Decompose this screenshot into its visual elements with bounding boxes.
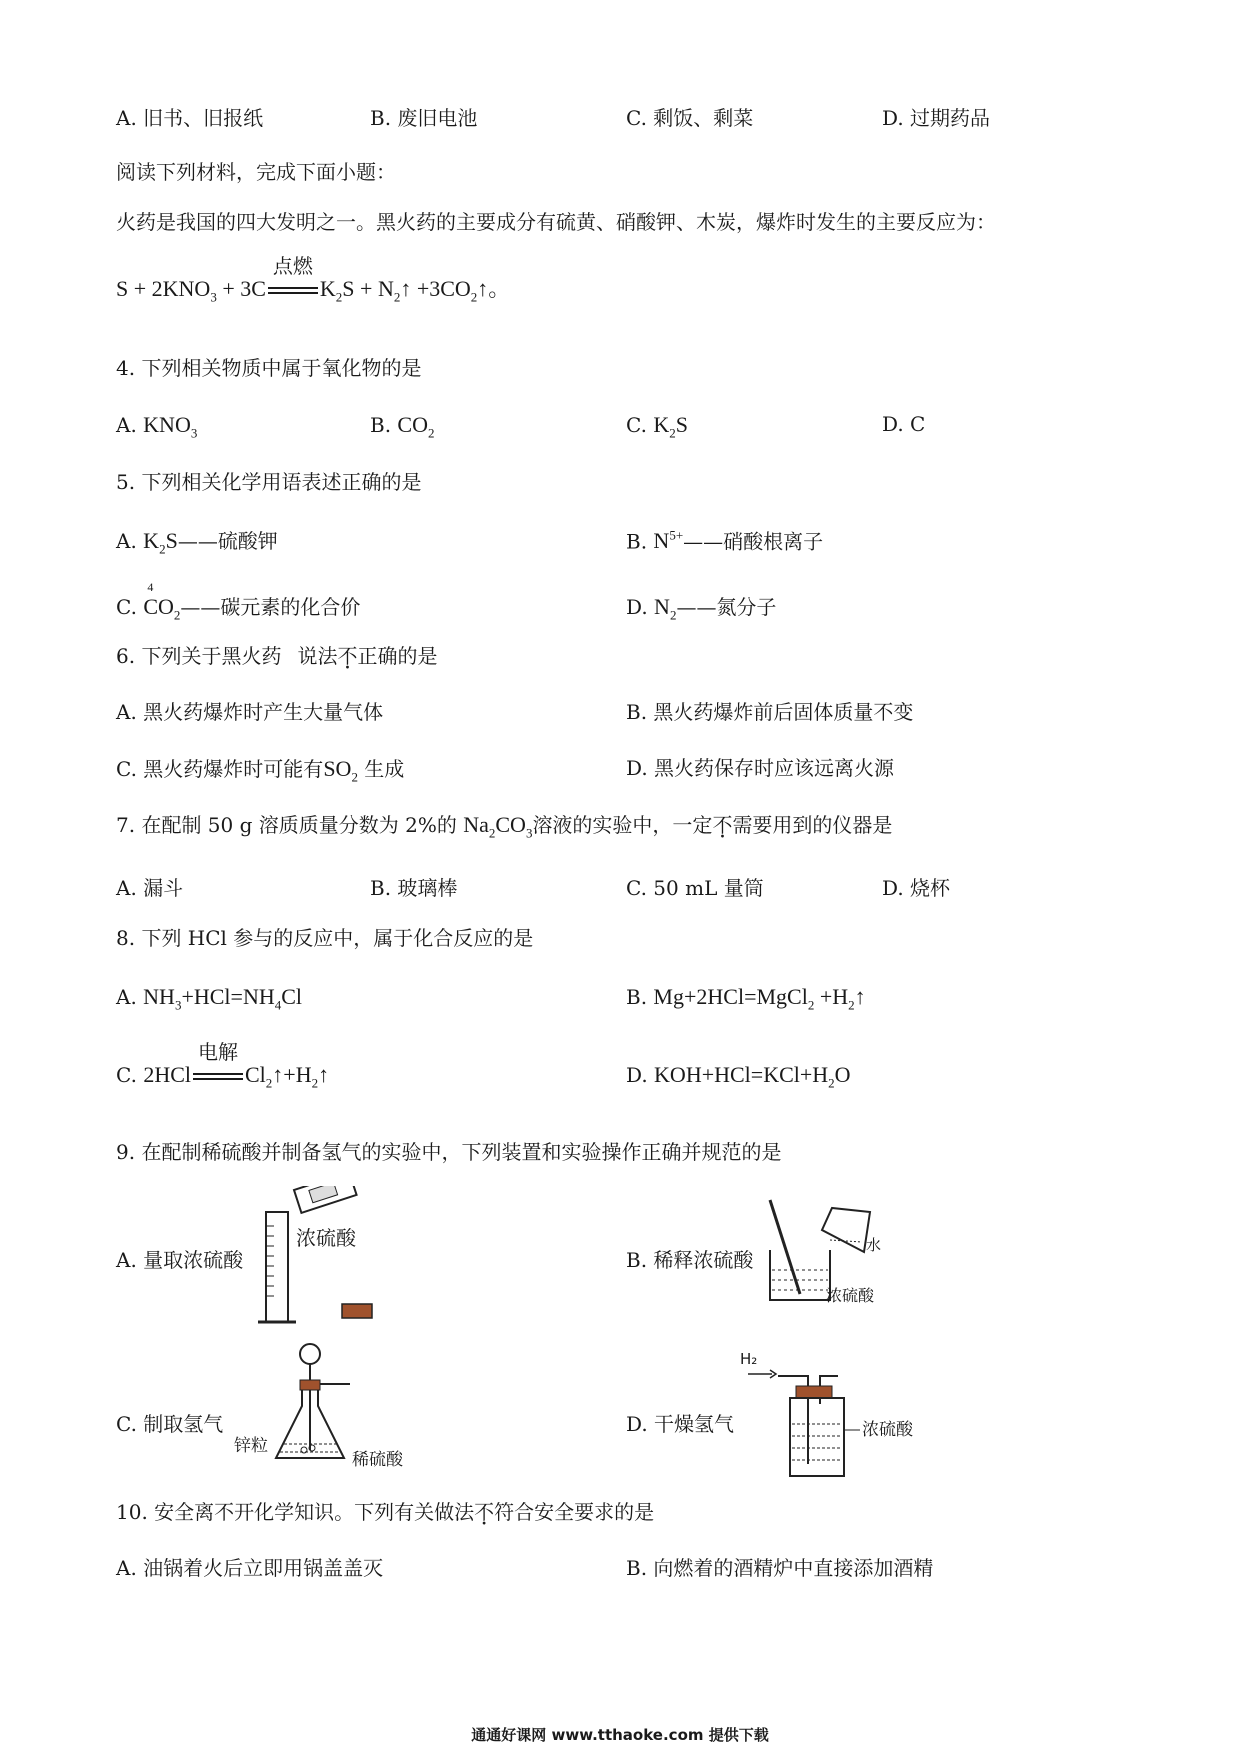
fig-d-acid: 浓硫酸 [862,1420,913,1440]
q8-option-a: A. $NH_3+HCl=NH_4Cl$ [116,984,303,1013]
q4-stem: 4. 下列相关物质中属于氧化物的是 [116,356,422,380]
fig-c-zinc: 锌粒 [234,1436,268,1456]
q4-option-b: B. $CO_2$ [370,412,435,441]
q4-option-d: D. C [882,412,926,436]
q3-option-c: C. 剩饭、剩菜 [626,106,754,130]
fig-d-h2: H₂ [740,1350,758,1368]
fig-d-bottle [748,1364,868,1484]
q5-option-d: D. $N_2——$氮分子 [626,594,777,623]
q10-stem: 10. 安全离不开化学知识。下列有关做法不符合安全要求的是 [116,1500,655,1524]
q10-option-a: A. 油锅着火后立即用锅盖盖灭 [116,1556,384,1580]
q5-option-c: C. 4 $CO_2——$碳元素的化合价 [116,580,361,623]
q7-option-d: D. 烧杯 [882,876,951,900]
main-equation: $S + 2KNO_3 + 3C$ 点燃 $K_2S$ + $N_2↑$ $+3CO_2↑$。 [116,254,511,305]
q9-stem: 9. 在配制稀硫酸并制备氢气的实验中，下列装置和实验操作正确并规范的是 [116,1140,782,1164]
equation-condition: 点燃 [272,254,313,278]
q5-option-a: A. $K_2S——$硫酸钾 [116,528,278,557]
footer: 通通好课网 www.tthaoke.com 提供下载 [471,1726,769,1744]
q6-option-b: B. 黑火药爆炸前后固体质量不变 [626,700,914,724]
q7-option-a: A. 漏斗 [116,876,184,900]
q3-option-b: B. 废旧电池 [370,106,478,130]
q7-stem: 7. 在配制 50 g 溶质质量分数为 2%的 $Na_2CO_3$溶液的实验中，一定不需要用到的仪器是 [116,812,893,841]
fig-b-water: 水 [866,1236,882,1254]
q8-option-d: D. $KOH+HCl=KCl+H_2O$ [626,1062,851,1091]
q3-option-a: A. 旧书、旧报纸 [116,106,264,130]
q6-option-d: D. 黑火药保存时应该远离火源 [626,756,895,780]
q9-option-d: D. 干燥氢气 [626,1412,735,1436]
q9-option-b: B. 稀释浓硫酸 [626,1248,754,1272]
fig-c-acid: 稀硫酸 [352,1450,403,1470]
q8-option-c: C. 2HCl 电解 $Cl_2↑+H_2↑$ [116,1040,330,1091]
electrolysis-condition: 电解 [198,1040,238,1064]
q4-option-a: A. $KNO_3$ [116,412,198,441]
q9-option-a: A. 量取浓硫酸 [116,1248,244,1272]
q6-option-a: A. 黑火药爆炸时产生大量气体 [116,700,384,724]
q7-option-c: C. 50 mL 量筒 [626,876,764,900]
fig-b-acid: 浓硫酸 [826,1286,875,1305]
q5-stem: 5. 下列相关化学用语表述正确的是 [116,470,422,494]
q4-option-c: C. $K_2S$ [626,412,688,441]
q8-stem: 8. 下列 HCl 参与的反应中，属于化合反应的是 [116,926,534,950]
q9-option-c: C. 制取氢气 [116,1412,224,1436]
reading-material: 火药是我国的四大发明之一。黑火药的主要成分有硫黄、硝酸钾、木炭，爆炸时发生的主要反应为： [116,210,996,234]
q7-option-b: B. 玻璃棒 [370,876,458,900]
reading-intro: 阅读下列材料，完成下面小题： [116,160,396,184]
fig-a-stopper [340,1300,376,1322]
q3-option-d: D. 过期药品 [882,106,991,130]
q8-option-b: B. Mg+2HCl=MgCl$_2$ $+H_2↑$ [626,984,866,1013]
q5-option-b: B. $N^{5+}——$硝酸根离子 [626,528,824,554]
fig-a-label: 浓硫酸 [296,1226,356,1250]
q6-stem: 6. 下列关于黑火药 说法不正确的是 [116,644,438,668]
q6-option-c: C. 黑火药爆炸时可能有$SO_2$ 生成 [116,756,405,785]
q10-option-b: B. 向燃着的酒精炉中直接添加酒精 [626,1556,934,1580]
